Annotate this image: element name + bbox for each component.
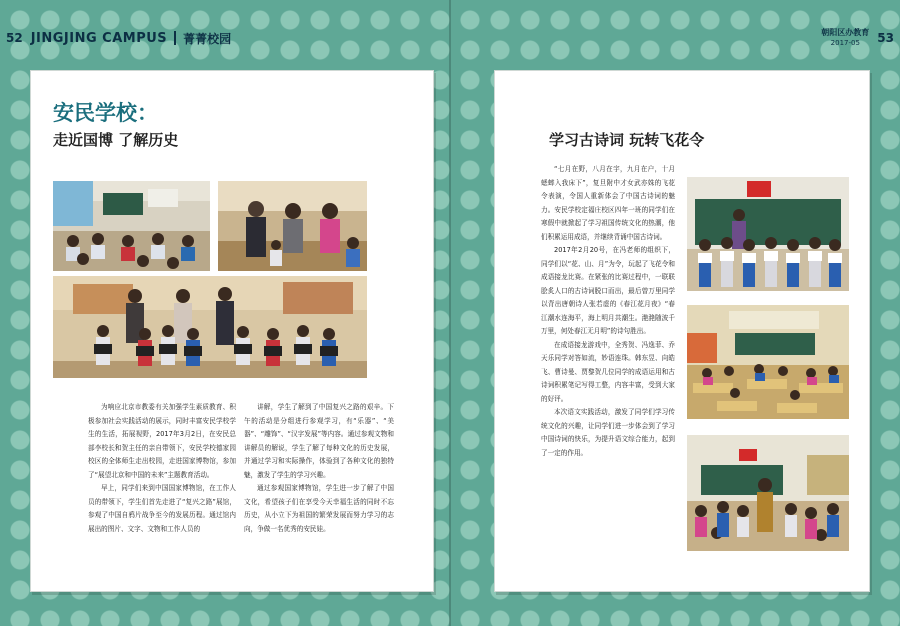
class-blackboard-photo <box>687 177 849 291</box>
right-paragraph: 2017年2月20号，在冯老师的组织下，同学们以“花、山、月”为令，玩起了飞花令和成语接龙比赛。在紧张的比赛过程中，一联联脍炙人口的古诗词脱口而出，最后曾万里同学以背出唐朝诗人张若虚的《春江花月夜》“春江潮水连海平，海上明月共潮生。滟滟随波千万里，何处春江无月明”的诗句胜出。 <box>541 246 675 335</box>
spread-gutter <box>449 0 451 626</box>
right-page-number: 53 <box>877 31 894 45</box>
left-page-number: 52 <box>6 31 23 45</box>
right-header-text <box>821 28 869 48</box>
left-article-title: 安民学校： <box>53 101 158 125</box>
left-col2-paragraph: 通过参观国家博物馆，学生进一步了解了中国文化，希望孩子们在享受今天幸福生活的同时不忘历史，从小立下为祖国的繁荣发展而努力学习的志向，争做一名优秀的安民娃。 <box>244 484 394 533</box>
left-col1-paragraph: 早上，同学们来到中国国家博物馆，在工作人员的带领下，学生们首先走进了“复兴之路”展馆，参观了中国自鸦片战争至今的发展历程。通过馆内展出的图片、文字、文物和工作人员的 <box>88 484 236 533</box>
right-paragraph: 在成语接龙游戏中，全秀贺、冯逸菲、乔天乐同学对答如流，妙语连珠。韩东昱、向皓飞、曹诗曼、贾黎贺几位同学的成语运用和古诗词积累笔记写得工整，内容丰富，受到大家的好评。 <box>541 340 675 403</box>
museum-guide-photo <box>218 181 367 271</box>
left-article-subtitle: 走近国博 了解历史 <box>53 131 179 149</box>
left-page-header <box>0 27 240 49</box>
right-header-magazine: 朝阳区办教育 <box>821 28 870 37</box>
header-divider <box>174 31 176 45</box>
right-article-body <box>541 163 675 460</box>
right-article-title: 学习古诗词 玩转飞花令 <box>549 131 705 149</box>
right-paragraph: 本次语文实践活动，激发了同学们学习传统文化的兴趣，让同学们进一步体会到了学习中国诗词的快乐，为提升语文综合能力，起到了一定的作用。 <box>541 408 675 457</box>
right-header-issue: 2017-05 <box>830 39 860 47</box>
teacher-students-photo <box>687 435 849 551</box>
classroom-photo <box>53 181 210 271</box>
section-name: 菁菁校园 <box>183 31 232 46</box>
right-page <box>494 70 870 592</box>
right-page-header <box>821 24 894 52</box>
group-photo <box>53 276 367 378</box>
left-page <box>30 70 434 592</box>
left-article-column-1 <box>88 401 236 536</box>
left-article-column-2 <box>244 401 394 536</box>
left-col1-paragraph: 为响应北京市教委有关加强学生素质教育、积极参加社会实践活动的展示，同时丰富安民学校学生的生活，拓展视野，2017年3月2日，在安民总部李校长和贺主任的亲自带领下，安民学校德家园校区的全体师生走出校园，走进国家博物馆，参加了“展望北京和中国的未来”主题教育活动。 <box>88 403 236 479</box>
classroom-activity-photo <box>687 305 849 419</box>
right-paragraph: “七月在野，八月在宇，九月在户，十月蟋蟀入我床下”，复旦附中才女武亦姝的飞花令表演，令国人重新体会了中国古诗词的魅力。安民学校定福庄校区四年一班的同学们在寒假中就掀起了学习祖国传统文化的热潮，他们积累运用成语，并继续背诵中国古诗词。 <box>541 165 675 241</box>
magazine-name: JINGJING CAMPUS <box>30 30 168 46</box>
left-col2-paragraph: 讲解，学生了解到了中国复兴之路的艰辛。下午的活动是分组进行参观学习，有“乐器”、“美器”、“雕饰”、“汉字发展”等内容。通过参观文物和讲解员的解说，学生了解了每种文化的历史发展，并通过学习和实际操作，体验到了各种文化的独特魅，激发了学生的学习兴趣。 <box>244 403 394 479</box>
